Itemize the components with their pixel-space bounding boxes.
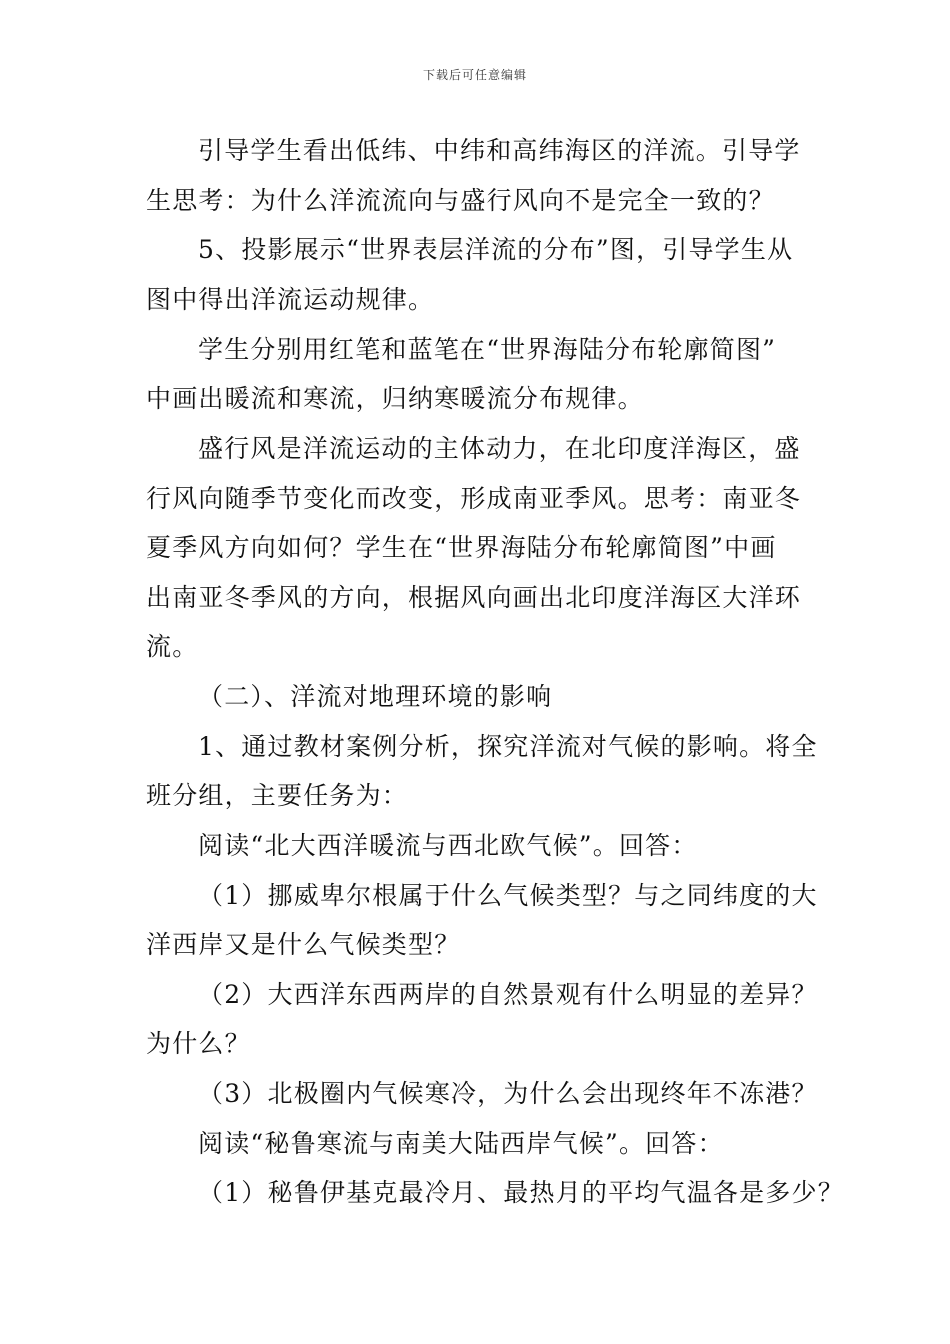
text-line: 中画出暖流和寒流，归纳寒暖流分布规律。: [146, 384, 644, 413]
text-line: 班分组，主要任务为：: [146, 781, 409, 810]
text-line: 引导学生看出低纬、中纬和高纬海区的洋流。引导学: [198, 136, 801, 165]
question-line: （3）北极圈内气候寒冷，为什么会出现终年不冻港？: [198, 1079, 818, 1108]
text-line: 阅读“秘鲁寒流与南美大陆西岸气候”。回答：: [198, 1129, 724, 1158]
text-line: 夏季风方向如何？学生在“世界海陆分布轮廓简图”中画: [146, 533, 777, 562]
page-header-note: 下载后可任意编辑: [422, 68, 527, 82]
text-line: 出南亚冬季风的方向，根据风向画出北印度洋海区大洋环: [146, 583, 802, 612]
text-line: 生思考：为什么洋流流向与盛行风向不是完全一致的？: [146, 186, 775, 215]
text-line: 流。: [146, 632, 199, 661]
question-line: （1）秘鲁伊基克最冷月、最热月的平均气温各是多少？: [198, 1178, 844, 1207]
text-line: 行风向随季节变化而改变，形成南亚季风。思考：南亚冬: [146, 484, 802, 513]
text-line: 学生分别用红笔和蓝笔在“世界海陆分布轮廓简图”: [198, 335, 777, 364]
text-line: 5、投影展示“世界表层洋流的分布”图，引导学生从: [198, 235, 794, 264]
section-heading: （二）、洋流对地理环境的影响: [198, 682, 553, 711]
text-line: 1、通过教材案例分析，探究洋流对气候的影响。将全: [198, 732, 818, 761]
question-line: 洋西岸又是什么气候类型？: [146, 930, 461, 959]
question-line: 为什么？: [146, 1029, 251, 1058]
text-line: 图中得出洋流运动规律。: [146, 285, 435, 314]
text-line: 阅读“北大西洋暖流与西北欧气候”。回答：: [198, 831, 698, 860]
question-line: （1）挪威卑尔根属于什么气候类型？与之同纬度的大: [198, 881, 818, 910]
text-line: 盛行风是洋流运动的主体动力，在北印度洋海区，盛: [198, 434, 801, 463]
question-line: （2）大西洋东西两岸的自然景观有什么明显的差异？: [198, 980, 818, 1009]
